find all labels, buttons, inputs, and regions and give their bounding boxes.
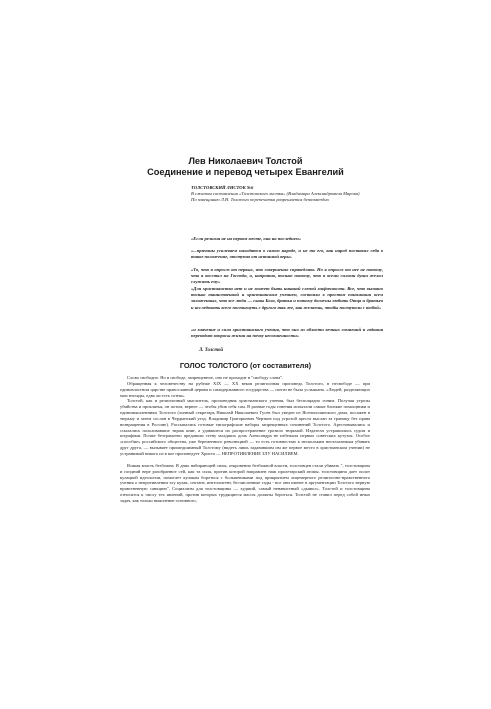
leaflet-compiler: В сжатом составлении «Толстовского листка» (Владимира Александровича Марова): [191, 190, 360, 196]
quote-signature: Л. Толстой: [199, 348, 224, 353]
leaflet-reprint-note: По завещанию Л.Н. Толстого перепечатка разрешается безвозмездно: [191, 196, 329, 202]
epigraph-quote: «Если религия не на первом месте, она на последнем»: [191, 236, 302, 241]
leaflet-info: [191, 185, 381, 202]
body-paragraph: Всякая власть безбожна. В днях набирающей силы, откровенно безбожной власти, толстовцев стали убивать ", толстовщина и поздний вере разобранное сей, как та сила, против которой направлен наш пролетарский атомы. толстовщина дает оплот кулацкой идеологии, помогает кулакам бороться с большевиками под прикрытием лицемерного религиозно-нравственного учения о непротивлении злу кулак, сектант, интеллигент, бесчисленные гады - все они имеют в аргументации Толстого верную нравственную санкцию". Социализм для толстовщины — худший, самый ненавистный «дьявол». Толстой и толстовщина относятся к числу тех явлений, против которых трудящиеся массы должны бороться. Толстой не ставил перед собой иных задач, как только выяснение основного,: [120, 462, 370, 503]
author-name: Лев Николаевич Толстой: [188, 156, 303, 166]
document-title: Соединение и перевод четырех Евангелий: [147, 167, 344, 177]
document-header: [0, 156, 491, 178]
epigraph-quote: «...причины усилеваем находятся в самом народе, и не то его, как народ поставил себя в такое положение, отступив от истинной веры»: [191, 248, 383, 260]
body-paragraph: Слово свободно. Но в свободе, запрещенное, оно не проходит в "свободу слова".: [127, 375, 284, 380]
epigraph-quote: «и значение и сила христианского учения, что оно из области вечных сомнений и гадания переводит вопросы жизни на почву несомненности»: [191, 327, 383, 339]
body-paragraph: Обращенная к человечеству на рубеже XIX — XX веков религиозная проповедь Толстого, в несвободе — при единовластном царстве православной церкви и самодержавного государства — почти не была услышана. «Людей, разделяющих мои взгляды, едва ли есть сотня».: [120, 380, 370, 398]
body-text: [120, 375, 370, 504]
leaflet-heading: ТОЛСТОВСКИЙ ЛИСТОК №6: [191, 185, 254, 190]
epigraph-quote: «Для христианства нет и не может быть никакой слепой мифичности. Все, что вызвано только таинственной и христианским учением, состояли в простом понимании всем заложенных, что все люди — сыны Бога, братья и потому должны любить Отца и братьев и исследовать всего постигнуть с другого так же, как желаешь, чтобы поступали с тобой»: [191, 286, 383, 310]
body-paragraph: Толстой, как и религиозный мыслитель, проповедник христианского учения, был беспощадно гоним. Получая угрозы убийства и проклятья, он потом, вернее — чтобы убив себя сам. В разные годы гонения испытали самые близкие помощники и единомышленники Толстого (личный секретарь Николай Николаевич Гусев был уведен из Ясенополянского дома, посажен в тюрьму и затем сослан в Чердынский уезд. Владимир Григорьевич Чертков под угрозой ареста выслан за границу без права возвращения в Россию). Рассыпались готовые типографские наборы запрещенных сочинений Толстого. Арестовывались и ссылались пользовавшие тираж книг, а удавшиеся их распространение грозило тюрьмой. Издатели устрашились судом и штрафами. Позже безграмотно предавали стену младших дочь Александра не избежала первых советских кутузок. Особое «пособие» российского общества, уже беременного революцией — то есть готовностью к нескольким неотлагаемым убивать друг друга, — вызывает пришедшимный Толстому (видеть лишь задавившим им же первое место в христианском учении) не устранимый никого из в кое проповедует Христа — НЕПРОТИВЛЕНИЕ ЗЛУ НАСИЛИЕМ.: [120, 398, 370, 456]
section-title: ГОЛОС ТОЛСТОГО (от составителя): [179, 361, 312, 370]
epigraph-quote: «То, что я опроглз от первых, это совершенно справедливо. Но я опроглз от нее не потому, что я восстал на Господа, а, напротив, только потому, что я всеми силами души желал служить ему»: [191, 267, 383, 285]
